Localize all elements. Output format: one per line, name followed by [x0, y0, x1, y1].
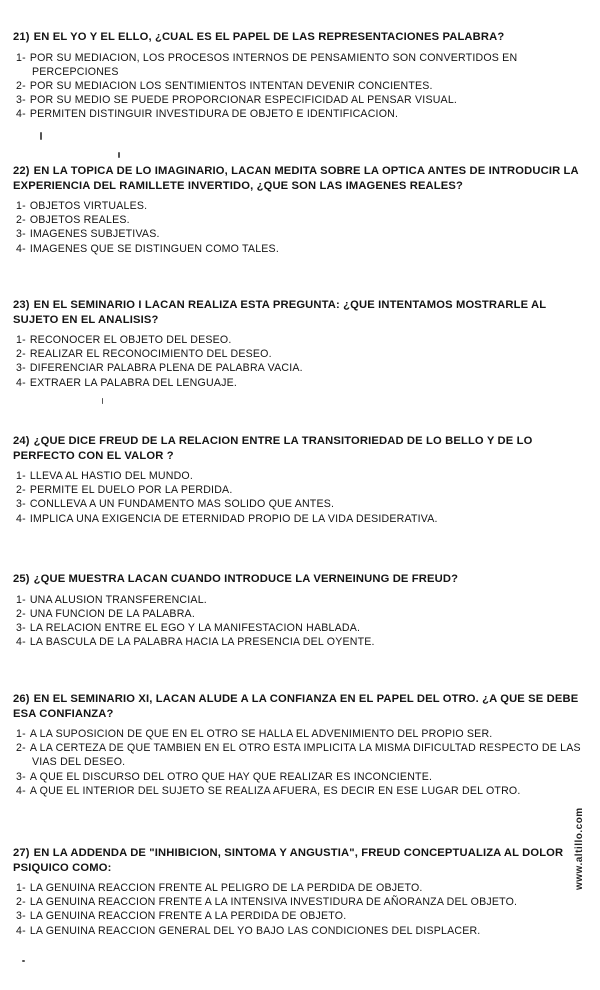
options-list: [0, 593, 600, 650]
question-text: [0, 572, 600, 587]
option-1: [0, 51, 600, 79]
question-25: [0, 572, 600, 649]
option-number: 4-: [16, 924, 26, 937]
question-text: [0, 692, 600, 721]
option-3: [0, 227, 600, 241]
question-number: 23): [13, 299, 30, 311]
question-number: 27): [13, 847, 30, 859]
option-text: LA RELACION ENTRE EL EGO Y LA MANIFESTACION HABLADA.: [29, 621, 361, 634]
option-text: LA GENUINA REACCION FRENTE AL PELIGRO DE LA PERDIDA DE OBJETO.: [29, 882, 423, 894]
question-number: 26): [13, 693, 30, 705]
option-number: 4-: [16, 242, 26, 255]
question-22: [0, 164, 600, 256]
option-1: [0, 199, 600, 213]
option-3: [0, 621, 600, 635]
option-text: LA GENUINA REACCION FRENTE A LA PERDIDA DE OBJETO.: [29, 910, 347, 923]
option-number: 3-: [16, 910, 26, 923]
options-list: [0, 727, 600, 798]
option-number: 1-: [16, 882, 26, 894]
option-number: 2-: [16, 742, 26, 755]
option-number: 3-: [16, 770, 26, 783]
options-list: [0, 51, 600, 122]
option-text: EXTRAER LA PALABRA DEL LENGUAJE.: [29, 376, 237, 389]
option-number: 4-: [16, 376, 26, 389]
watermark-text: www.altillo.com: [574, 807, 585, 890]
option-number: 2-: [16, 484, 26, 497]
option-4: [0, 107, 600, 121]
option-3: [0, 770, 600, 784]
option-text: LA GENUINA REACCION GENERAL DEL YO BAJO LAS CONDICIONES DEL DISPLACER.: [29, 924, 481, 937]
option-1: [0, 333, 600, 347]
option-4: [0, 784, 600, 798]
option-number: 2-: [16, 79, 26, 92]
option-4: [0, 512, 600, 526]
option-text: LA BASCULA DE LA PALABRA HACIA LA PRESENCIA DEL OYENTE.: [29, 636, 375, 649]
option-text: IMAGENES SUBJETIVAS.: [29, 228, 160, 241]
scan-speck: [40, 132, 42, 140]
option-number: 1-: [16, 593, 26, 606]
option-3: [0, 497, 600, 511]
question-body: EN EL SEMINARIO I LACAN REALIZA ESTA PREGUNTA: ¿QUE INTENTAMOS MOSTRARLE AL SUJETO EN EL ANALISIS?: [13, 299, 547, 326]
option-4: [0, 242, 600, 256]
option-text: POR SU MEDIACION, LOS PROCESOS INTERNOS DE PENSAMIENTO SON CONVERTIDOS EN PERCEPCIONES: [29, 51, 518, 78]
option-2: [0, 895, 600, 909]
option-text: OBJETOS REALES.: [29, 214, 130, 227]
option-number: 3-: [16, 228, 26, 241]
option-number: 1-: [16, 200, 26, 212]
option-number: 4-: [16, 108, 26, 121]
option-1: [0, 881, 600, 895]
option-number: 2-: [16, 896, 26, 909]
question-body: EN LA ADDENDA DE "INHIBICION, SINTOMA Y ANGUSTIA", FREUD CONCEPTUALIZA AL DOLOR PSIQUICO COMO:: [13, 847, 564, 874]
option-1: [0, 469, 600, 483]
option-text: RECONOCER EL OBJETO DEL DESEO.: [29, 334, 232, 346]
option-number: 1-: [16, 470, 26, 482]
question-body: ¿QUE DICE FREUD DE LA RELACION ENTRE LA TRANSITORIEDAD DE LO BELLO Y DE LO PERFECTO CON EL VALOR ?: [13, 435, 533, 462]
option-2: [0, 79, 600, 93]
option-1: [0, 593, 600, 607]
question-body: EN EL SEMINARIO XI, LACAN ALUDE A LA CONFIANZA EN EL PAPEL DEL OTRO. ¿A QUE SE DEBE ESA CONFIANZA?: [13, 693, 579, 720]
option-text: A QUE EL DISCURSO DEL OTRO QUE HAY QUE REALIZAR ES INCONCIENTE.: [29, 770, 433, 783]
option-number: 2-: [16, 607, 26, 620]
question-text: [0, 434, 600, 463]
option-text: CONLLEVA A UN FUNDAMENTO MAS SOLIDO QUE ANTES.: [29, 498, 335, 511]
option-4: [0, 635, 600, 649]
option-number: 3-: [16, 498, 26, 511]
options-list: [0, 333, 600, 390]
option-text: IMPLICA UNA EXIGENCIA DE ETERNIDAD PROPIO DE LA VIDA DESIDERATIVA.: [29, 512, 438, 525]
option-text: UNA FUNCION DE LA PALABRA.: [29, 607, 195, 620]
option-3: [0, 93, 600, 107]
option-text: UNA ALUSION TRANSFERENCIAL.: [29, 593, 207, 606]
option-number: 3-: [16, 94, 26, 107]
scan-speck: [102, 398, 103, 404]
option-1: [0, 727, 600, 741]
question-number: 25): [13, 573, 30, 585]
question-21: [0, 30, 600, 122]
option-text: LLEVA AL HASTIO DEL MUNDO.: [29, 470, 194, 482]
option-2: [0, 607, 600, 621]
option-text: POR SU MEDIO SE PUEDE PROPORCIONAR ESPECIFICIDAD AL PENSAR VISUAL.: [29, 94, 458, 107]
option-3: [0, 361, 600, 375]
option-number: 1-: [16, 51, 26, 64]
options-list: [0, 881, 600, 938]
option-text: REALIZAR EL RECONOCIMIENTO DEL DESEO.: [29, 348, 272, 361]
question-text: [0, 30, 600, 45]
question-text: [0, 298, 600, 327]
question-number: 21): [13, 31, 30, 43]
question-26: [0, 692, 600, 798]
option-text: OBJETOS VIRTUALES.: [29, 200, 148, 212]
option-4: [0, 376, 600, 390]
scan-speck: [22, 960, 25, 962]
option-2: [0, 741, 600, 769]
option-text: A LA CERTEZA DE QUE TAMBIEN EN EL OTRO ESTA IMPLICITA LA MISMA DIFICULTAD RESPECTO DE LAS VIAS DEL DESEO.: [29, 742, 581, 769]
question-body: EN LA TOPICA DE LO IMAGINARIO, LACAN MEDITA SOBRE LA OPTICA ANTES DE INTRODUCIR LA EXPERIENCIA DEL RAMILLETE INVERTIDO, ¿QUE SON LAS IMAGENES REALES?: [13, 165, 579, 192]
option-text: POR SU MEDIACION LOS SENTIMIENTOS INTENTAN DEVENIR CONCIENTES.: [29, 79, 433, 92]
option-number: 3-: [16, 362, 26, 375]
option-2: [0, 213, 600, 227]
options-list: [0, 469, 600, 526]
option-text: PERMITEN DISTINGUIR INVESTIDURA DE OBJETO E IDENTIFICACION.: [29, 108, 399, 121]
option-2: [0, 483, 600, 497]
option-text: A QUE EL INTERIOR DEL SUJETO SE REALIZA AFUERA, ES DECIR EN ESE LUGAR DEL OTRO.: [29, 784, 521, 797]
option-number: 4-: [16, 636, 26, 649]
scan-speck: [118, 152, 120, 158]
option-3: [0, 909, 600, 923]
option-text: LA GENUINA REACCION FRENTE A LA INTENSIVA INVESTIDURA DE AÑORANZA DEL OBJETO.: [29, 896, 518, 909]
option-number: 3-: [16, 621, 26, 634]
question-body: EN EL YO Y EL ELLO, ¿CUAL ES EL PAPEL DE LAS REPRESENTACIONES PALABRA?: [33, 31, 505, 43]
question-number: 24): [13, 435, 30, 447]
question-23: [0, 298, 600, 390]
option-number: 1-: [16, 728, 26, 740]
option-4: [0, 924, 600, 938]
question-27: [0, 846, 600, 938]
option-text: DIFERENCIAR PALABRA PLENA DE PALABRA VACIA.: [29, 362, 303, 375]
question-24: [0, 434, 600, 526]
option-text: IMAGENES QUE SE DISTINGUEN COMO TALES.: [29, 242, 279, 255]
question-body: ¿QUE MUESTRA LACAN CUANDO INTRODUCE LA VERNEINUNG DE FREUD?: [33, 573, 459, 585]
option-number: 1-: [16, 334, 26, 346]
option-number: 2-: [16, 348, 26, 361]
question-number: 22): [13, 165, 30, 177]
option-text: PERMITE EL DUELO POR LA PERDIDA.: [29, 484, 233, 497]
question-text: [0, 164, 600, 193]
options-list: [0, 199, 600, 256]
option-2: [0, 347, 600, 361]
option-number: 2-: [16, 214, 26, 227]
option-number: 4-: [16, 784, 26, 797]
option-text: A LA SUPOSICION DE QUE EN EL OTRO SE HALLA EL ADVENIMIENTO DEL PROPIO SER.: [29, 728, 493, 740]
question-text: [0, 846, 600, 875]
option-number: 4-: [16, 512, 26, 525]
